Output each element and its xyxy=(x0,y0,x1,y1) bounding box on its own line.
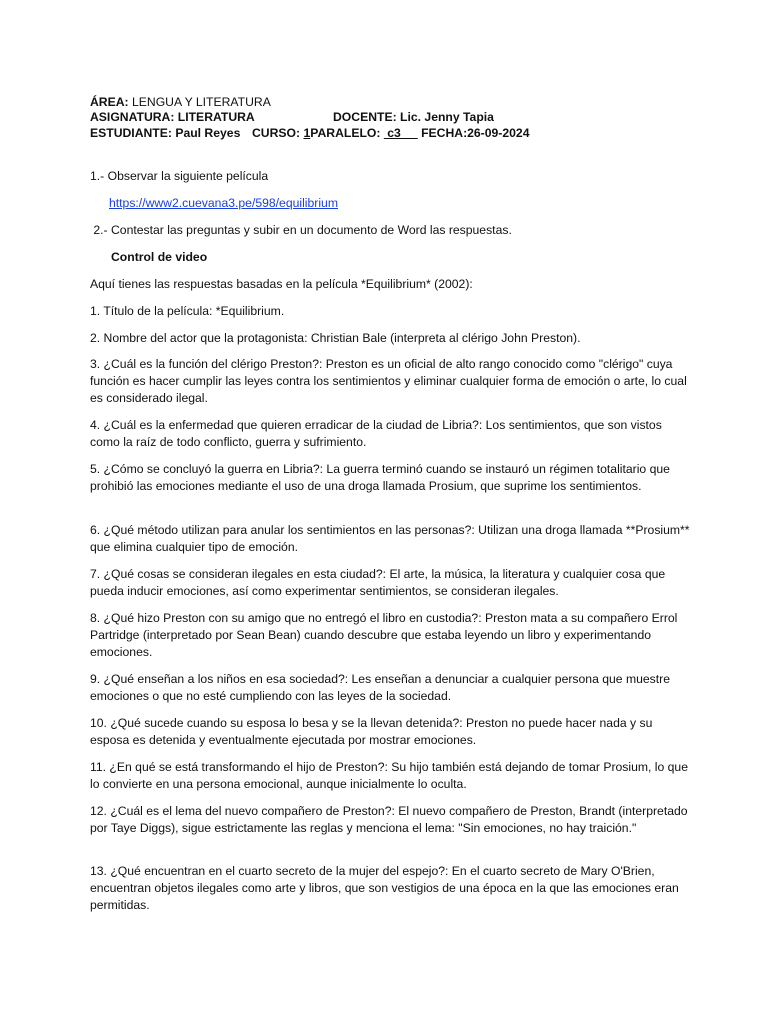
step-1-text: 1.- Observar la siguiente película xyxy=(90,169,269,183)
answer-8: 8. ¿Qué hizo Preston con su amigo que no entregó el libro en custodia?: Preston mata a su compañero Errol Partridge (interpretado por Sean Bean) cuando descubre que estaba leyendo un libro y experimentando emociones. xyxy=(90,611,678,659)
section-title: Control de video xyxy=(111,250,208,264)
docente-label: DOCENTE: Lic. Jenny Tapia xyxy=(333,110,494,124)
answer-4: 4. ¿Cuál es la enfermedad que quieren erradicar de la ciudad de Libria?: Los sentimientos, que son vistos como la raíz de todo conflicto, guerra y sufrimiento. xyxy=(90,418,662,449)
asignatura-label: ASIGNATURA: LITERATURA xyxy=(90,110,255,124)
answer-7: 7. ¿Qué cosas se consideran ilegales en esta ciudad?: El arte, la música, la literatura y cualquier cosa que pueda inducir emociones, así como experimentar sentimientos, se consideran ilegales. xyxy=(90,567,666,598)
paralelo-value: c3 xyxy=(383,126,418,140)
answer-1: 1. Título de la película: *Equilibrium. xyxy=(90,304,285,318)
answer-9: 9. ¿Qué enseñan a los niños en esa sociedad?: Les enseñan a denunciar a cualquier persona que muestre emociones o que no esté cumpliendo con las leyes de la sociedad. xyxy=(90,672,670,703)
paralelo-label: PARALELO: xyxy=(310,126,384,140)
answer-6: 6. ¿Qué método utilizan para anular los sentimientos en las personas?: Utilizan una droga llamada **Prosium** que elimina cualquier tipo de emoción. xyxy=(90,523,690,554)
curso-label: CURSO: xyxy=(252,126,304,140)
answer-12: 12. ¿Cuál es el lema del nuevo compañero de Preston?: El nuevo compañero de Preston, Brandt (interpretado por Taye Diggs), sigue estrictamente las reglas y menciona el lema: "Sin emociones, no hay traición." xyxy=(90,804,688,835)
answer-13: 13. ¿Qué encuentran en el cuarto secreto de la mujer del espejo?: En el cuarto secreto de Mary O'Brien, encuentran objetos ilegales como arte y libros, que son vestigios de una época en la que las emociones eran permitidas. xyxy=(90,864,679,912)
intro-text: Aquí tienes las respuestas basadas en la película *Equilibrium* (2002): xyxy=(90,277,473,291)
answer-3: 3. ¿Cuál es la función del clérigo Preston?: Preston es un oficial de alto rango conocido como "clérigo" cuya función es hacer cumplir las leyes contra los sentimientos y eliminar cualquier forma de emoción o arte, lo cual es considerado ilegal. xyxy=(90,357,687,405)
step-2-text: 2.- Contestar las preguntas y subir en un documento de Word las respuestas. xyxy=(90,223,512,237)
answer-10: 10. ¿Qué sucede cuando su esposa lo besa y se la llevan detenida?: Preston no puede hacer nada y su esposa es detenida y eventualmente ejecutada por mostrar emociones. xyxy=(90,716,653,747)
estudiante-label: ESTUDIANTE: Paul Reyes xyxy=(90,126,241,140)
area-label: ÁREA: xyxy=(90,95,129,109)
fecha-label: FECHA:26-09-2024 xyxy=(417,126,530,140)
area-line xyxy=(90,94,271,110)
area-value: LENGUA Y LITERATURA xyxy=(128,95,271,109)
movie-link[interactable]: https://www2.cuevana3.pe/598/equilibrium xyxy=(109,196,338,210)
answer-5: 5. ¿Cómo se concluyó la guerra en Libria?: La guerra terminó cuando se instauró un régimen totalitario que prohibió las emociones mediante el uso de una droga llamada Prosium, que suprime los sentimientos. xyxy=(90,462,670,493)
answer-11: 11. ¿En qué se está transformando el hijo de Preston?: Su hijo también está dejando de tomar Prosium, lo que lo convierte en una persona emocional, aunque inicialmente lo oculta. xyxy=(90,760,688,791)
curso-paralelo-fecha-line xyxy=(252,125,529,141)
curso-value: 1 xyxy=(303,126,311,140)
answer-2: 2. Nombre del actor que la protagonista: Christian Bale (interpreta al clérigo John Preston). xyxy=(90,331,581,345)
